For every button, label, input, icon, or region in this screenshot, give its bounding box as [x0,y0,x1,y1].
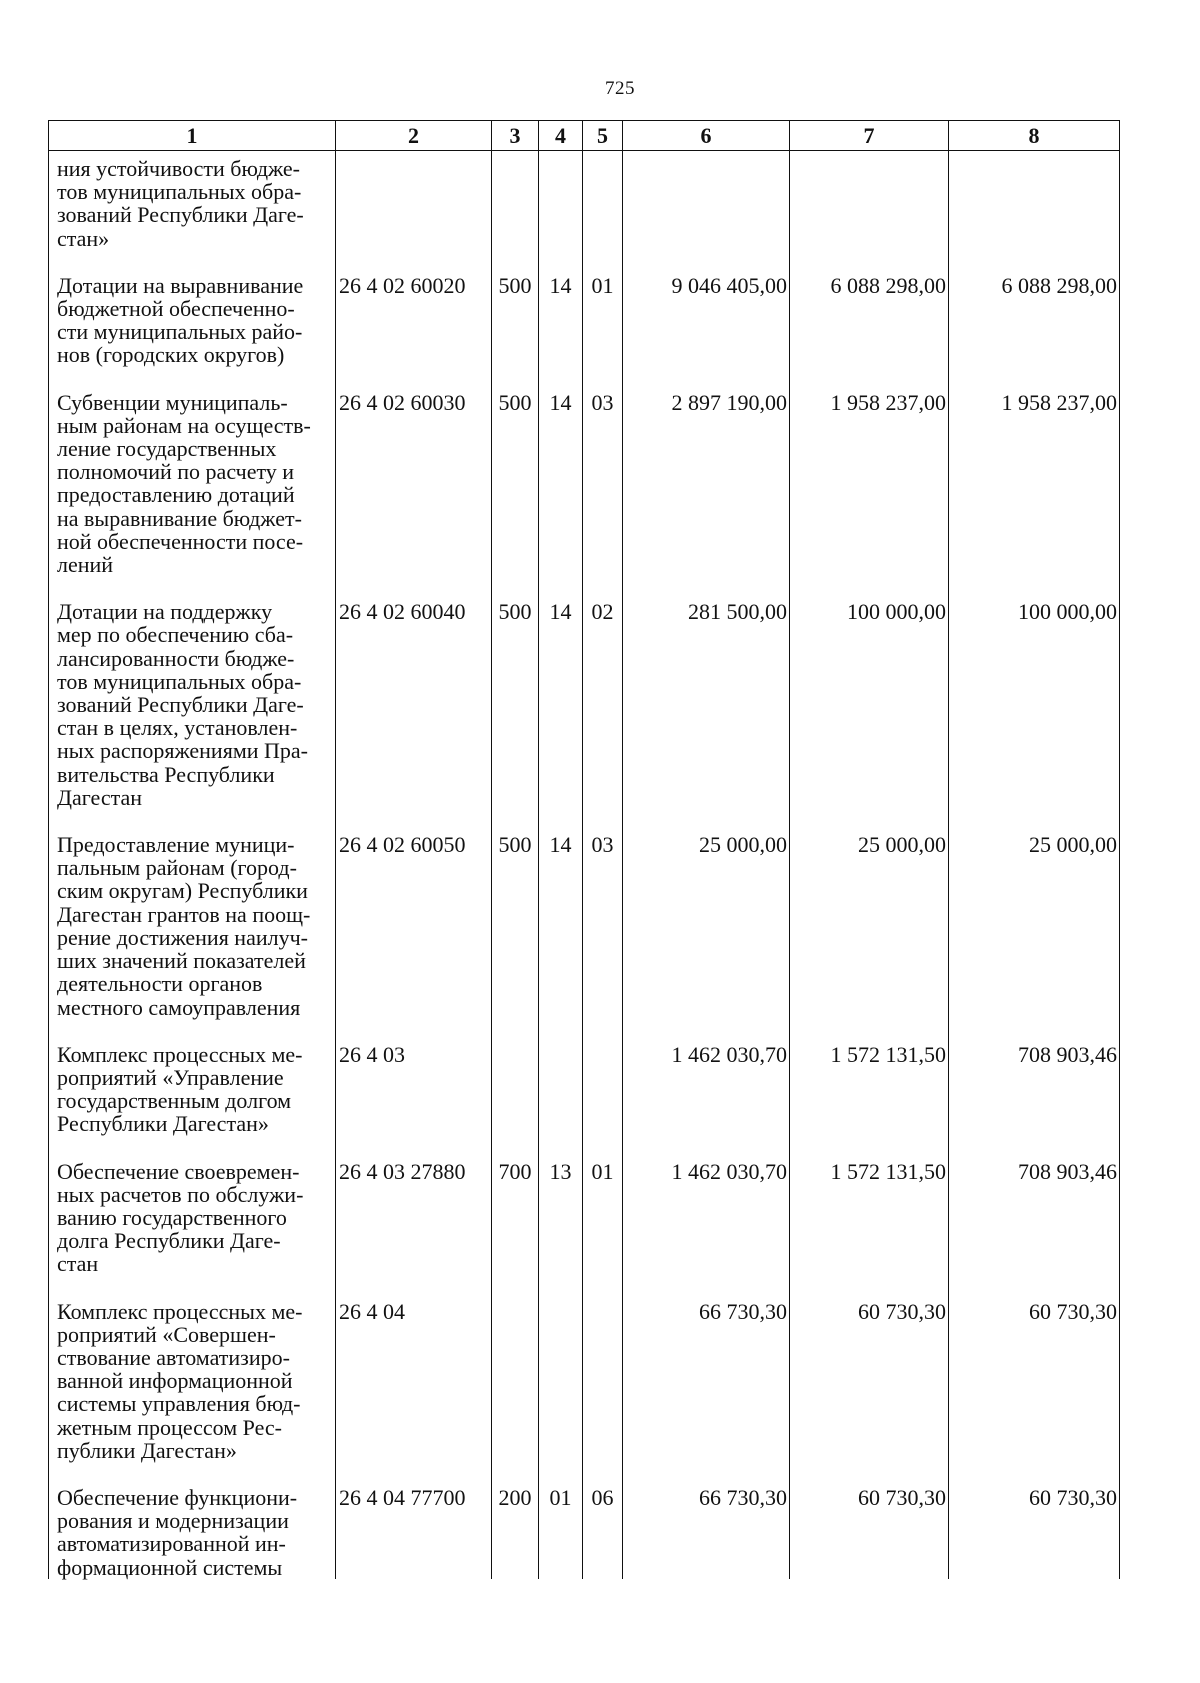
code-cell: 26 4 03 [336,1019,492,1136]
amount-col7-cell: 60 730,30 [790,1276,949,1462]
column-3-cell: 200 [492,1462,539,1579]
column-5-cell: 03 [583,809,623,1019]
page-number: 725 [605,78,635,99]
table-row [49,809,1120,1019]
amount-col8-cell: 60 730,30 [949,1276,1120,1462]
code-cell: 26 4 04 77700 [336,1462,492,1579]
item-name-cell: Комплекс процессных ме- роприятий «Управление государственным долгом Республики Дагестан» [49,1019,336,1136]
amount-col7-cell: 60 730,30 [790,1462,949,1579]
amount-col7-cell [790,151,949,250]
column-3-cell [492,1019,539,1136]
item-name-cell: Обеспечение функциони- рования и модернизации автоматизированной ин- формационной системы [49,1462,336,1579]
amount-col7-cell: 1 958 237,00 [790,367,949,577]
table-row [49,151,1120,250]
table-row [49,1019,1120,1136]
item-name-cell: ния устойчивости бюдже- тов муниципальных обра- зований Республики Даге- стан» [49,151,336,250]
amount-col6-cell: 66 730,30 [623,1276,790,1462]
amount-col8-cell: 25 000,00 [949,809,1120,1019]
amount-col6-cell: 9 046 405,00 [623,250,790,367]
column-header: 3 [492,121,539,151]
column-3-cell: 500 [492,809,539,1019]
column-4-cell: 14 [539,367,583,577]
amount-col8-cell: 60 730,30 [949,1462,1120,1579]
amount-col7-cell: 25 000,00 [790,809,949,1019]
table-row [49,250,1120,367]
table-row [49,367,1120,577]
amount-col8-cell [949,151,1120,250]
table-body [49,151,1120,1579]
code-cell: 26 4 02 60020 [336,250,492,367]
item-name-cell: Комплекс процессных ме- роприятий «Совершен- ствование автоматизиро- ванной информационной системы управления бюд- жетным процессом Рес- публики Дагестан» [49,1276,336,1462]
column-3-cell: 700 [492,1136,539,1276]
table-row [49,1276,1120,1462]
column-header: 4 [539,121,583,151]
item-name-cell: Дотации на поддержку мер по обеспечению сба- лансированности бюдже- тов муниципальных обра- зований Республики Даге- стан в целях, установлен- ных распоряжениями Пра- вительства Республики Дагестан [49,576,336,809]
table-row [49,576,1120,809]
item-name-cell: Дотации на выравнивание бюджетной обеспеченно- сти муниципальных райо- нов (городских округов) [49,250,336,367]
column-header: 8 [949,121,1120,151]
column-5-cell [583,1276,623,1462]
column-5-cell [583,1019,623,1136]
column-3-cell [492,151,539,250]
amount-col8-cell: 100 000,00 [949,576,1120,809]
table-row [49,1462,1120,1579]
amount-col8-cell: 708 903,46 [949,1136,1120,1276]
amount-col7-cell: 6 088 298,00 [790,250,949,367]
column-5-cell: 01 [583,250,623,367]
column-4-cell: 13 [539,1136,583,1276]
table-row [49,1136,1120,1276]
budget-table [48,120,1120,1579]
column-3-cell: 500 [492,250,539,367]
column-4-cell [539,1019,583,1136]
amount-col6-cell: 281 500,00 [623,576,790,809]
amount-col8-cell: 6 088 298,00 [949,250,1120,367]
item-name-cell: Обеспечение своевремен- ных расчетов по обслужи- ванию государственного долга Республики Даге- стан [49,1136,336,1276]
table-header-row [49,121,1120,151]
item-name-cell: Субвенции муниципаль- ным районам на осуществ- ление государственных полномочий по расчету и предоставлению дотаций на выравнивание бюджет- ной обеспеченности посе- лений [49,367,336,577]
amount-col6-cell: 1 462 030,70 [623,1136,790,1276]
item-name-cell: Предоставление муници- пальным районам (город- ским округам) Республики Дагестан грантов на поощ- рение достижения наилуч- ших значений показателей деятельности органов местного самоуправления [49,809,336,1019]
code-cell: 26 4 03 27880 [336,1136,492,1276]
amount-col7-cell: 100 000,00 [790,576,949,809]
column-4-cell [539,151,583,250]
column-5-cell: 06 [583,1462,623,1579]
column-5-cell [583,151,623,250]
column-header: 1 [49,121,336,151]
column-header: 7 [790,121,949,151]
amount-col6-cell: 66 730,30 [623,1462,790,1579]
amount-col6-cell: 25 000,00 [623,809,790,1019]
column-header: 6 [623,121,790,151]
amount-col6-cell [623,151,790,250]
column-4-cell: 14 [539,809,583,1019]
column-header: 2 [336,121,492,151]
column-4-cell: 14 [539,576,583,809]
column-3-cell: 500 [492,576,539,809]
amount-col8-cell: 1 958 237,00 [949,367,1120,577]
column-3-cell [492,1276,539,1462]
column-4-cell: 14 [539,250,583,367]
code-cell: 26 4 02 60050 [336,809,492,1019]
column-3-cell: 500 [492,367,539,577]
code-cell: 26 4 04 [336,1276,492,1462]
code-cell [336,151,492,250]
amount-col7-cell: 1 572 131,50 [790,1019,949,1136]
column-5-cell: 02 [583,576,623,809]
amount-col6-cell: 2 897 190,00 [623,367,790,577]
column-5-cell: 01 [583,1136,623,1276]
column-header: 5 [583,121,623,151]
column-4-cell: 01 [539,1462,583,1579]
column-4-cell [539,1276,583,1462]
amount-col7-cell: 1 572 131,50 [790,1136,949,1276]
column-5-cell: 03 [583,367,623,577]
code-cell: 26 4 02 60040 [336,576,492,809]
code-cell: 26 4 02 60030 [336,367,492,577]
amount-col6-cell: 1 462 030,70 [623,1019,790,1136]
amount-col8-cell: 708 903,46 [949,1019,1120,1136]
